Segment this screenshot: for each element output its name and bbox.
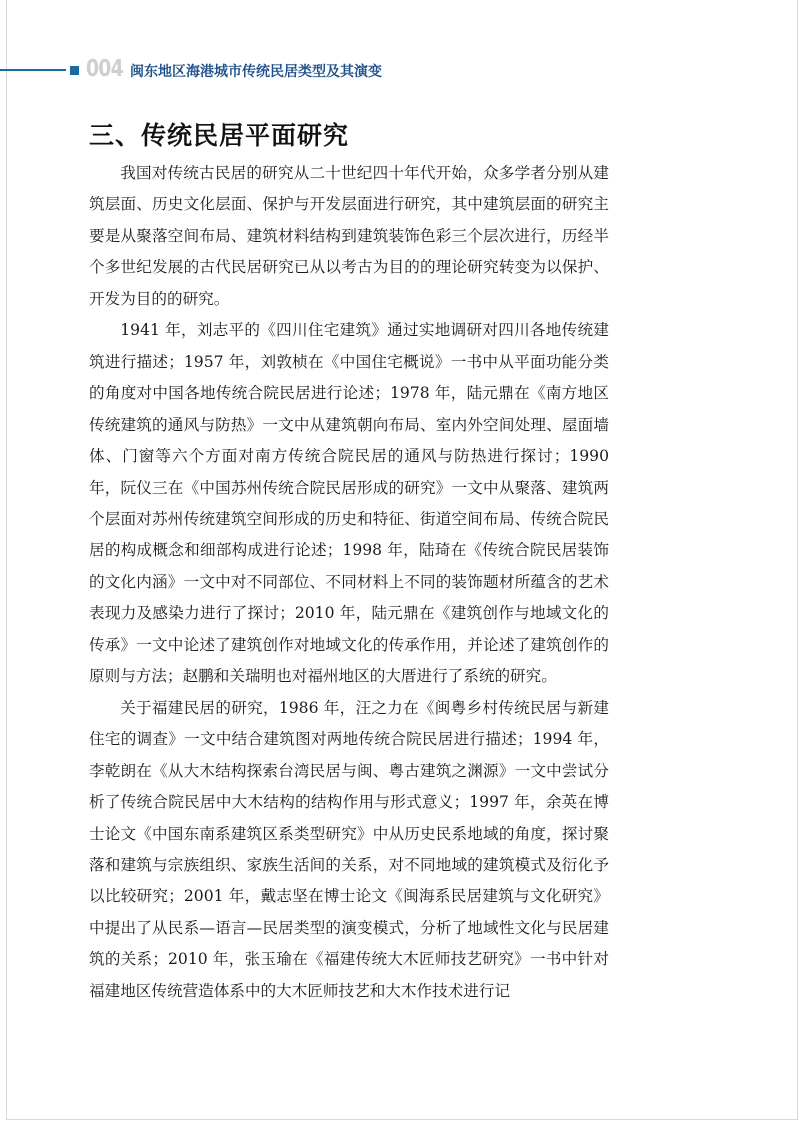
page-header <box>0 58 800 88</box>
running-title: 闽东地区海港城市传统民居类型及其演变 <box>130 64 382 80</box>
paragraph: 关于福建民居的研究，1986 年，汪之力在《闽粤乡村传统民居与新建住宅的调查》一文中结合建筑图对两地传统合院民居进行描述；1994 年，李乾朗在《从大木结构探索台湾民居与闽、粤古建筑之渊源》一文中尝试分析了传统合院民居中大木结构的结构作用与形式意义；1997 年，余英在博士论文《中国东南系建筑区系类型研究》中从历史民系地域的角度，探讨聚落和建筑与宗族组织、家族生活间的关系，对不同地域的建筑模式及衍化予以比较研究；2001 年，戴志坚在博士论文《闽海系民居建筑与文化研究》中提出了从民系—语言—民居类型的演变模式，分析了地域性文化与民居建筑的关系；2010 年，张玉瑜在《福建传统大木匠师技艺研究》一书中针对福建地区传统营造体系中的大木匠师技艺和大木作技术进行记 <box>89 698 609 1000</box>
header-square-marker <box>70 66 79 75</box>
paragraph: 1941 年，刘志平的《四川住宅建筑》通过实地调研对四川各地传统建筑进行描述；1957 年，刘敦桢在《中国住宅概说》一书中从平面功能分类的角度对中国各地传统合院民居进行论述；1978 年，陆元鼎在《南方地区传统建筑的通风与防热》一文中从建筑朝向布局、室内外空间处理、屋面墙体、门窗等六个方面对南方传统合院民居的通风与防热进行探讨；1990 年，阮仪三在《中国苏州传统合院民居形成的研究》一文中从聚落、建筑两个层面对苏州传统建筑空间形成的历史和特征、街道空间布局、传统合院民居的构成概念和细部构成进行论述；1998 年，陆琦在《传统合院民居装饰的文化内涵》一文中对不同部位、不同材料上不同的装饰题材所蕴含的艺术表现力及感染力进行了探讨；2010 年，陆元鼎在《建筑创作与地域文化的传承》一文中论述了建筑创作对地域文化的传承作用，并论述了建筑创作的原则与方法；赵鹏和关瑞明也对福州地区的大厝进行了系统的研究。 <box>89 321 609 686</box>
paragraph: 我国对传统古民居的研究从二十世纪四十年代开始，众多学者分别从建筑层面、历史文化层面、保护与开发层面进行研究，其中建筑层面的研究主要是从聚落空间布局、建筑材料结构到建筑装饰色彩三个层次进行，历经半个多世纪发展的古代民居研究已从以考古为目的的理论研究转变为以保护、开发为目的的研究。 <box>89 164 609 308</box>
header-rule <box>0 69 66 71</box>
section-title: 三、传统民居平面研究 <box>89 121 350 150</box>
page-number: 004 <box>86 56 123 82</box>
body-text <box>89 158 609 1007</box>
